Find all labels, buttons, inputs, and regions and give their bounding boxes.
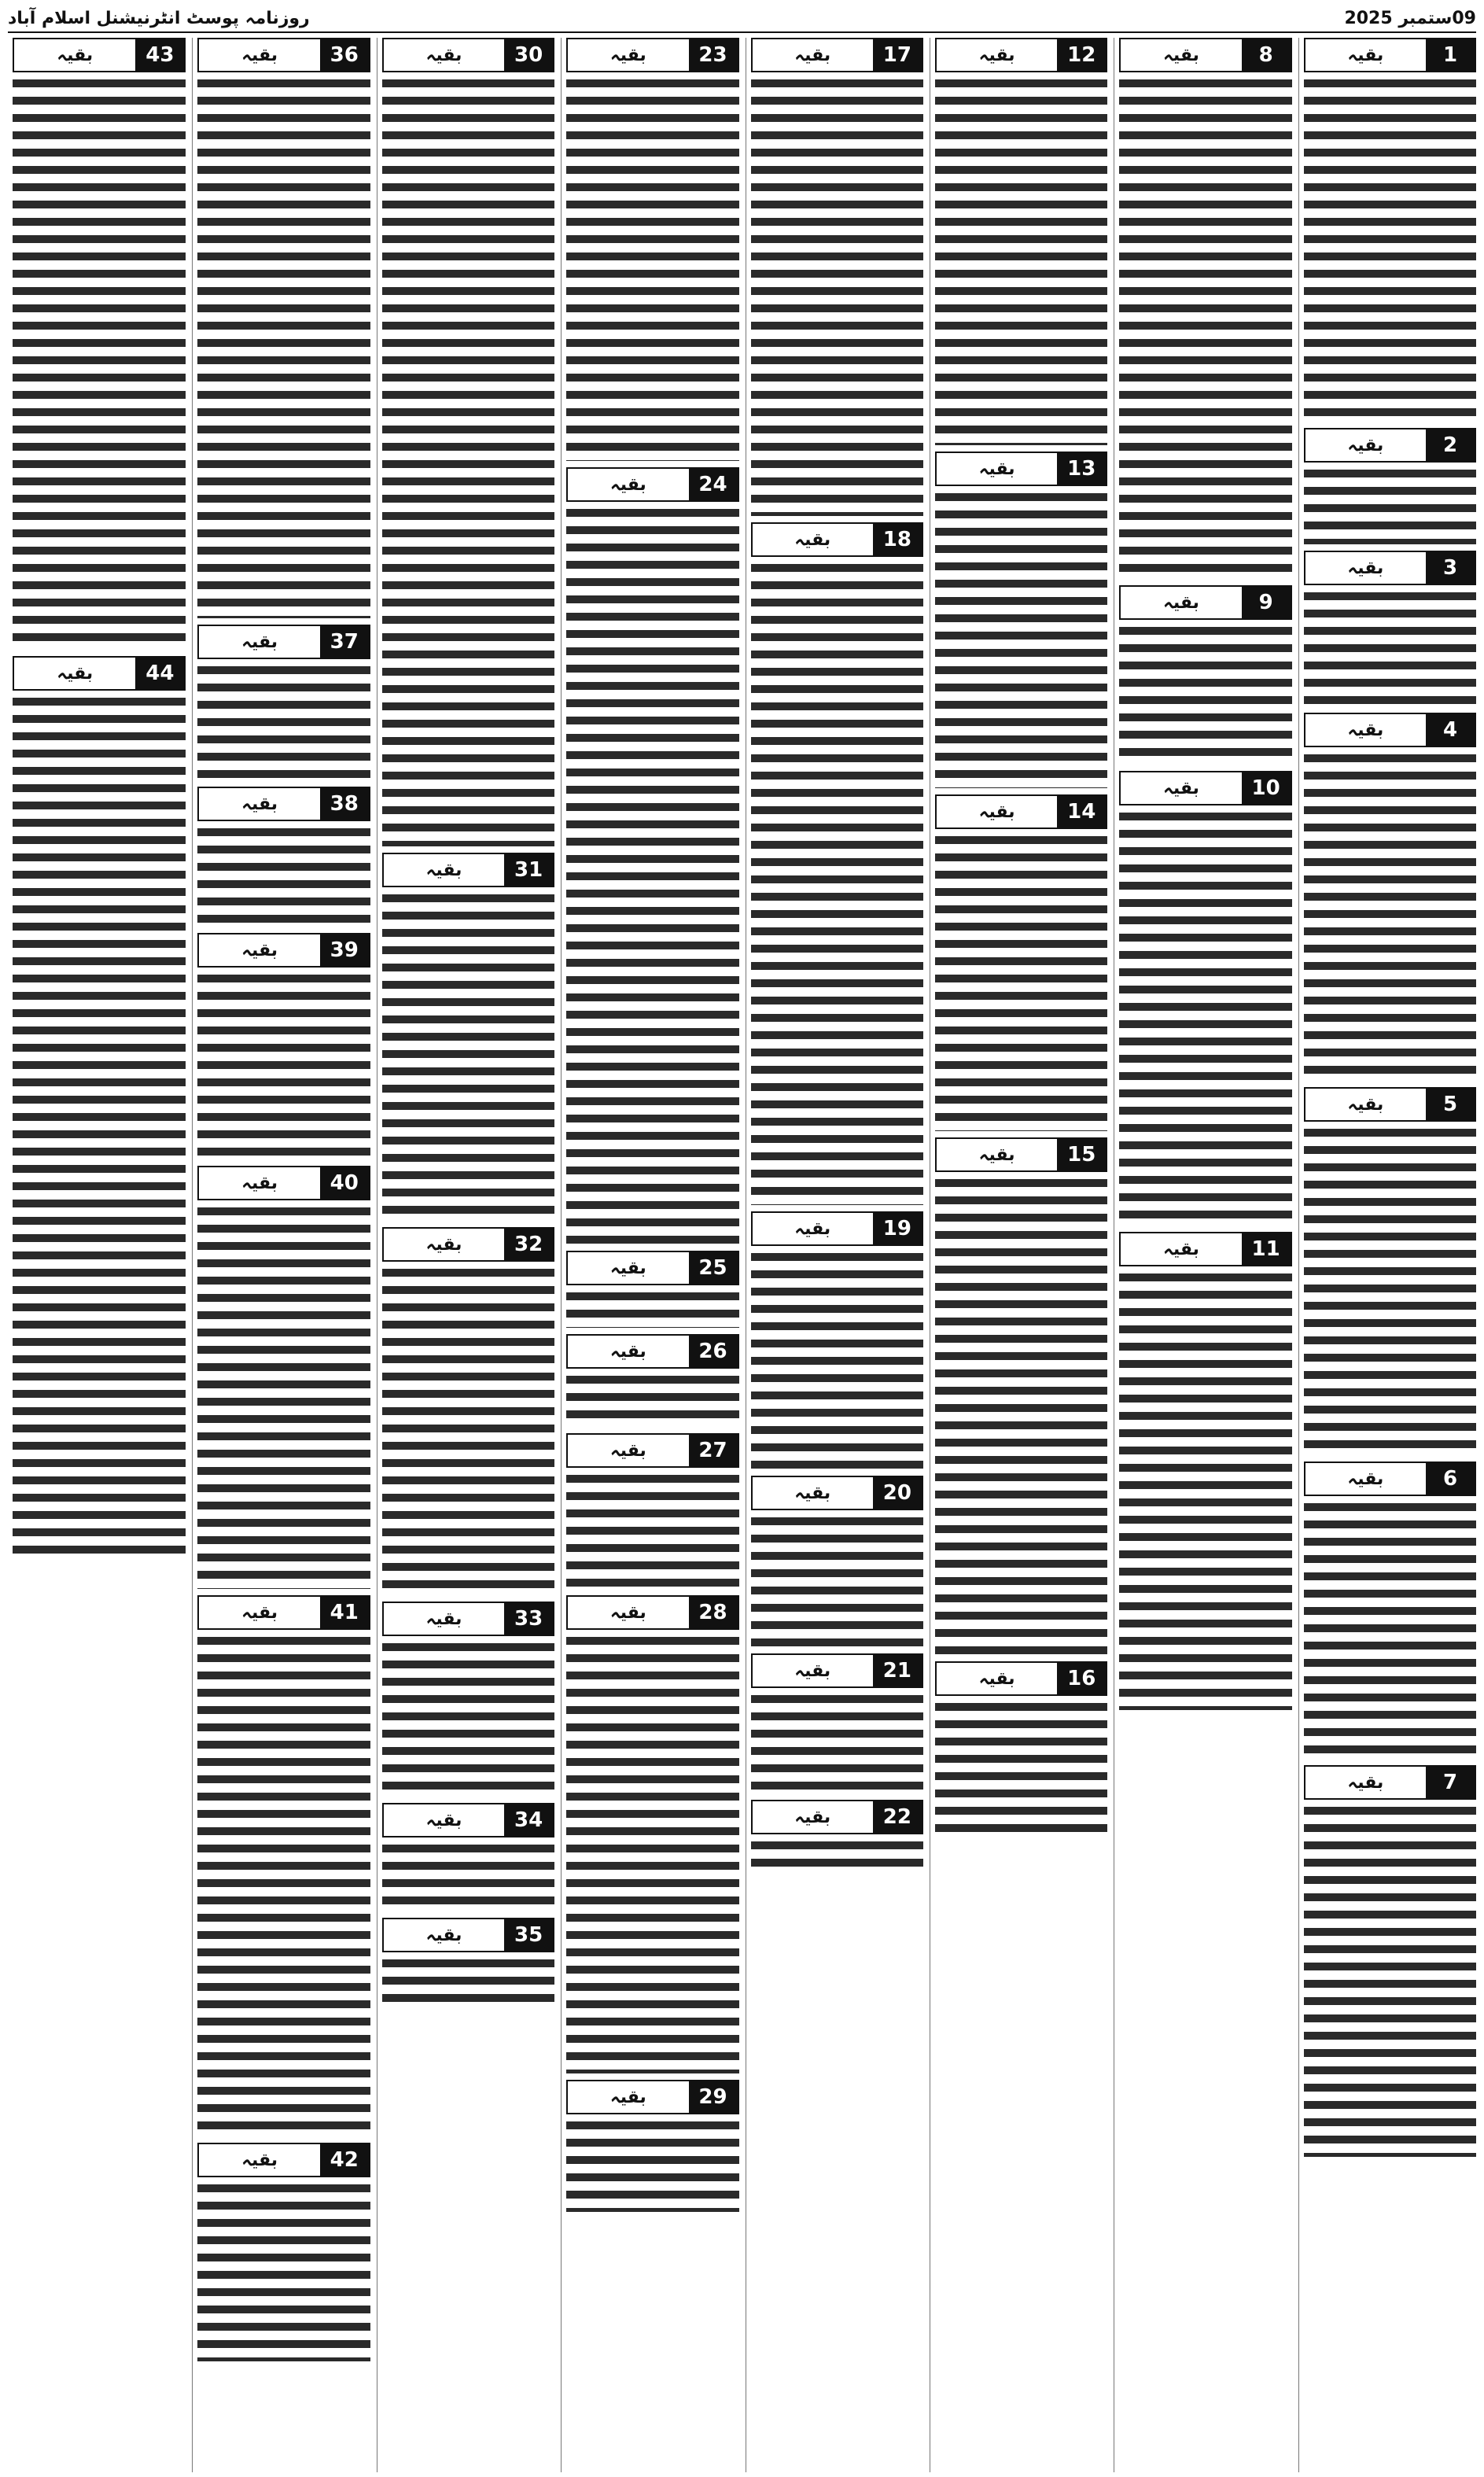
continuation-block-13: [935, 452, 1107, 788]
continuation-label: بقیہ: [568, 2081, 688, 2113]
continuation-block-32: [382, 1227, 554, 1595]
body-text-lines: [197, 1633, 370, 2136]
body-text-lines: [1304, 588, 1476, 706]
continuation-header: [935, 452, 1107, 486]
body-text-lines: [566, 1288, 738, 1328]
continuation-label: بقیہ: [199, 1167, 319, 1199]
masthead: [8, 5, 1476, 33]
body-text-lines: [1304, 76, 1476, 422]
columns-grid: [8, 38, 1476, 2472]
continuation-label: بقیہ: [384, 1603, 504, 1635]
body-text-lines: [566, 1372, 738, 1427]
continuation-number: 34: [504, 1804, 553, 1836]
continuation-block-25: [566, 1251, 738, 1328]
column-5: [561, 38, 738, 2472]
body-text-lines: [1119, 76, 1291, 579]
continuation-header: [197, 1595, 370, 1630]
continuation-number: 44: [135, 658, 184, 689]
continuation-header: [935, 794, 1107, 829]
continuation-header: [751, 1653, 923, 1688]
paper-name: روزنامہ پوسٹ انٹرنیشنل اسلام آباد: [8, 8, 310, 28]
continuation-block-31: [382, 853, 554, 1221]
continuation-block-36: [197, 38, 370, 618]
continuation-number: 8: [1242, 39, 1291, 71]
continuation-label: بقیہ: [568, 1252, 688, 1284]
continuation-header: [751, 1476, 923, 1510]
continuation-block-34: [382, 1803, 554, 1911]
continuation-label: بقیہ: [1121, 772, 1241, 804]
continuation-label: بقیہ: [199, 626, 319, 658]
continuation-label: بقیہ: [1305, 39, 1426, 71]
continuation-label: بقیہ: [14, 39, 135, 71]
continuation-number: 15: [1057, 1139, 1106, 1170]
continuation-number: 3: [1426, 552, 1475, 584]
column-4: [746, 38, 923, 2472]
continuation-header: [566, 467, 738, 502]
continuation-number: 21: [873, 1655, 922, 1686]
continuation-number: 5: [1426, 1089, 1475, 1120]
body-text-lines: [197, 662, 370, 780]
continuation-block-38: [197, 787, 370, 927]
body-text-lines: [197, 1203, 370, 1589]
body-text-lines: [382, 1955, 554, 2003]
continuation-label: بقیہ: [753, 1801, 873, 1833]
continuation-number: 19: [873, 1213, 922, 1244]
continuation-number: 12: [1057, 39, 1106, 71]
continuation-block-30: [382, 38, 554, 846]
continuation-number: 36: [320, 39, 369, 71]
column-3: [930, 38, 1107, 2472]
continuation-label: بقیہ: [384, 854, 504, 886]
body-text-lines: [566, 2118, 738, 2212]
continuation-number: 14: [1057, 796, 1106, 828]
continuation-number: 38: [320, 788, 369, 820]
continuation-label: بقیہ: [568, 1336, 688, 1367]
continuation-header: [1119, 771, 1291, 805]
body-text-lines: [751, 560, 923, 1205]
body-text-lines: [566, 1633, 738, 2073]
continuation-number: 42: [320, 2144, 369, 2176]
continuation-header: [197, 625, 370, 659]
body-text-lines: [751, 1691, 923, 1793]
body-text-lines: [1119, 1270, 1291, 1710]
continuation-number: 40: [320, 1167, 369, 1199]
continuation-number: 9: [1242, 587, 1291, 618]
continuation-block-16: [935, 1661, 1107, 1833]
continuation-header: [751, 1800, 923, 1834]
body-text-lines: [382, 1841, 554, 1911]
continuation-block-19: [751, 1211, 923, 1469]
continuation-number: 35: [504, 1919, 553, 1951]
continuation-number: 7: [1426, 1767, 1475, 1798]
body-text-lines: [751, 1837, 923, 1869]
continuation-label: بقیہ: [1305, 1767, 1426, 1798]
continuation-number: 28: [689, 1597, 738, 1628]
body-text-lines: [566, 1471, 738, 1589]
body-text-lines: [382, 76, 554, 846]
body-text-lines: [197, 824, 370, 927]
continuation-header: [197, 933, 370, 968]
continuation-block-35: [382, 1918, 554, 2003]
continuation-label: بقیہ: [1305, 1463, 1426, 1495]
body-text-lines: [197, 971, 370, 1159]
continuation-header: [566, 38, 738, 72]
continuation-number: 11: [1242, 1233, 1291, 1265]
continuation-header: [1304, 551, 1476, 585]
continuation-label: بقیہ: [753, 1477, 873, 1509]
continuation-number: 6: [1426, 1463, 1475, 1495]
continuation-block-43: [13, 38, 186, 650]
body-text-lines: [382, 890, 554, 1221]
continuation-block-33: [382, 1602, 554, 1797]
continuation-label: بقیہ: [1121, 1233, 1241, 1265]
body-text-lines: [1304, 750, 1476, 1081]
continuation-label: بقیہ: [1305, 552, 1426, 584]
body-text-lines: [751, 1513, 923, 1647]
continuation-block-11: [1119, 1232, 1291, 1710]
continuation-header: [935, 1137, 1107, 1172]
column-6: [377, 38, 554, 2472]
continuation-header: [751, 38, 923, 72]
continuation-block-42: [197, 2143, 370, 2361]
continuation-number: 2: [1426, 429, 1475, 461]
continuation-block-22: [751, 1800, 923, 1869]
continuation-block-29: [566, 2080, 738, 2212]
continuation-label: بقیہ: [753, 524, 873, 555]
continuation-label: بقیہ: [14, 658, 135, 689]
continuation-block-17: [751, 38, 923, 516]
continuation-label: بقیہ: [199, 788, 319, 820]
continuation-header: [1119, 1232, 1291, 1266]
continuation-block-28: [566, 1595, 738, 2073]
continuation-block-4: [1304, 713, 1476, 1081]
continuation-block-15: [935, 1137, 1107, 1655]
body-text-lines: [1119, 809, 1291, 1226]
continuation-header: [197, 787, 370, 821]
continuation-label: بقیہ: [384, 1804, 504, 1836]
column-7: [192, 38, 370, 2472]
body-text-lines: [935, 1699, 1107, 1833]
continuation-header: [382, 1803, 554, 1837]
continuation-label: بقیہ: [384, 1229, 504, 1260]
continuation-header: [1304, 713, 1476, 747]
continuation-label: بقیہ: [937, 1139, 1057, 1170]
continuation-header: [566, 1433, 738, 1468]
continuation-block-7: [1304, 1765, 1476, 2157]
continuation-block-10: [1119, 771, 1291, 1226]
body-text-lines: [382, 1265, 554, 1595]
continuation-block-44: [13, 656, 186, 1559]
body-text-lines: [13, 76, 186, 650]
continuation-block-2: [1304, 428, 1476, 544]
continuation-header: [382, 1227, 554, 1262]
continuation-header: [13, 38, 186, 72]
body-text-lines: [935, 489, 1107, 788]
continuation-number: 10: [1242, 772, 1291, 804]
continuation-number: 17: [873, 39, 922, 71]
continuation-block-23: [566, 38, 738, 461]
continuation-label: بقیہ: [568, 39, 688, 71]
body-text-lines: [935, 76, 1107, 445]
continuation-number: 25: [689, 1252, 738, 1284]
continuation-label: بقیہ: [199, 39, 319, 71]
continuation-label: بقیہ: [199, 934, 319, 966]
body-text-lines: [382, 1639, 554, 1797]
continuation-block-12: [935, 38, 1107, 445]
continuation-number: 29: [689, 2081, 738, 2113]
continuation-block-18: [751, 522, 923, 1205]
continuation-label: بقیہ: [1121, 39, 1241, 71]
continuation-label: بقیہ: [199, 1597, 319, 1628]
date-line: 09ستمبر 2025: [1344, 8, 1476, 28]
column-2: [1114, 38, 1291, 2472]
continuation-label: بقیہ: [384, 39, 504, 71]
continuation-header: [197, 38, 370, 72]
continuation-header: [1304, 428, 1476, 463]
continuation-label: بقیہ: [937, 796, 1057, 828]
body-text-lines: [751, 76, 923, 516]
continuation-number: 37: [320, 626, 369, 658]
continuation-header: [935, 38, 1107, 72]
continuation-label: بقیہ: [568, 1435, 688, 1466]
continuation-header: [935, 1661, 1107, 1696]
continuation-block-40: [197, 1166, 370, 1589]
continuation-block-37: [197, 625, 370, 780]
continuation-header: [566, 1251, 738, 1285]
continuation-number: 24: [689, 469, 738, 500]
body-text-lines: [1304, 1499, 1476, 1759]
continuation-header: [382, 38, 554, 72]
continuation-number: 32: [504, 1229, 553, 1260]
continuation-number: 1: [1426, 39, 1475, 71]
continuation-block-6: [1304, 1462, 1476, 1759]
continuation-block-1: [1304, 38, 1476, 422]
continuation-number: 26: [689, 1336, 738, 1367]
continuation-block-14: [935, 794, 1107, 1131]
continuation-number: 27: [689, 1435, 738, 1466]
continuation-number: 30: [504, 39, 553, 71]
continuation-header: [197, 1166, 370, 1200]
body-text-lines: [1304, 1125, 1476, 1455]
continuation-header: [197, 2143, 370, 2177]
continuation-number: 13: [1057, 453, 1106, 485]
continuation-header: [751, 1211, 923, 1246]
continuation-header: [1304, 38, 1476, 72]
continuation-header: [566, 2080, 738, 2114]
continuation-label: بقیہ: [384, 1919, 504, 1951]
continuation-block-27: [566, 1433, 738, 1589]
body-text-lines: [1304, 1803, 1476, 2157]
continuation-number: 33: [504, 1603, 553, 1635]
column-8: [8, 38, 186, 2472]
continuation-header: [751, 522, 923, 557]
body-text-lines: [1304, 466, 1476, 544]
continuation-block-20: [751, 1476, 923, 1647]
continuation-label: بقیہ: [753, 39, 873, 71]
continuation-header: [382, 1918, 554, 1952]
body-text-lines: [566, 76, 738, 461]
continuation-number: 39: [320, 934, 369, 966]
continuation-label: بقیہ: [937, 39, 1057, 71]
body-text-lines: [13, 694, 186, 1559]
continuation-number: 22: [873, 1801, 922, 1833]
continuation-block-26: [566, 1334, 738, 1427]
continuation-header: [1119, 585, 1291, 620]
continuation-number: 43: [135, 39, 184, 71]
continuation-block-21: [751, 1653, 923, 1793]
body-text-lines: [935, 832, 1107, 1131]
continuation-block-9: [1119, 585, 1291, 765]
continuation-block-3: [1304, 551, 1476, 706]
continuation-header: [1304, 1462, 1476, 1496]
continuation-header: [1304, 1765, 1476, 1800]
continuation-block-41: [197, 1595, 370, 2136]
continuation-label: بقیہ: [1121, 587, 1241, 618]
body-text-lines: [197, 76, 370, 618]
continuation-number: 16: [1057, 1663, 1106, 1694]
continuation-header: [382, 1602, 554, 1636]
continuation-label: بقیہ: [937, 1663, 1057, 1694]
continuation-label: بقیہ: [568, 1597, 688, 1628]
continuation-header: [1119, 38, 1291, 72]
continuation-number: 41: [320, 1597, 369, 1628]
continuation-number: 23: [689, 39, 738, 71]
continuation-block-8: [1119, 38, 1291, 579]
continuation-block-39: [197, 933, 370, 1159]
continuation-header: [566, 1334, 738, 1369]
continuation-label: بقیہ: [568, 469, 688, 500]
continuation-label: بقیہ: [1305, 429, 1426, 461]
continuation-block-24: [566, 467, 738, 1244]
body-text-lines: [197, 2180, 370, 2361]
body-text-lines: [566, 505, 738, 1244]
continuation-label: بقیہ: [937, 453, 1057, 485]
body-text-lines: [751, 1249, 923, 1469]
continuation-number: 31: [504, 854, 553, 886]
continuation-number: 18: [873, 524, 922, 555]
body-text-lines: [935, 1175, 1107, 1655]
continuation-header: [566, 1595, 738, 1630]
continuation-number: 4: [1426, 714, 1475, 746]
continuation-label: بقیہ: [199, 2144, 319, 2176]
continuation-block-5: [1304, 1087, 1476, 1455]
continuation-label: بقیہ: [753, 1213, 873, 1244]
continuation-label: بقیہ: [753, 1655, 873, 1686]
continuation-number: 20: [873, 1477, 922, 1509]
continuation-header: [13, 656, 186, 691]
continuation-label: بقیہ: [1305, 1089, 1426, 1120]
continuation-header: [1304, 1087, 1476, 1122]
column-1: [1298, 38, 1476, 2472]
continuation-label: بقیہ: [1305, 714, 1426, 746]
body-text-lines: [1119, 623, 1291, 765]
continuation-header: [382, 853, 554, 887]
